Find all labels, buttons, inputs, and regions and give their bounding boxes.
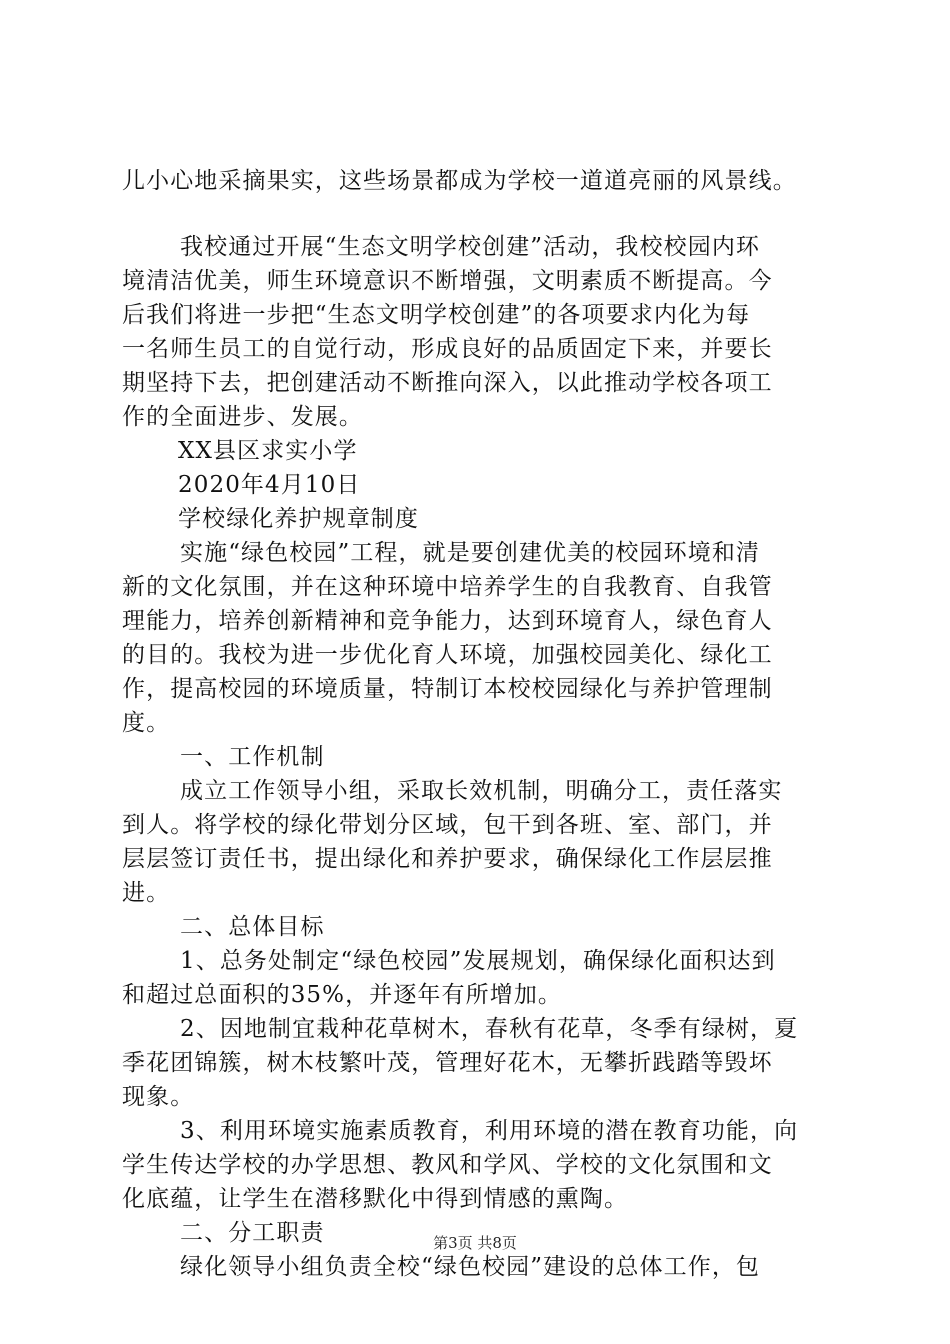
text-line: 度。 xyxy=(122,710,171,736)
text-line: 期坚持下去，把创建活动不断推向深入，以此推动学校各项工 xyxy=(122,370,773,396)
text-line: 绿化领导小组负责全校“绿色校园”建设的总体工作，包 xyxy=(180,1254,761,1280)
section-title: 学校绿化养护规章制度 xyxy=(178,506,419,532)
text-line: 儿小心地采摘果实，这些场景都成为学校一道道亮丽的风景线。 xyxy=(122,168,797,194)
school-name: XX县区求实小学 xyxy=(178,438,358,464)
text-line: 季花团锦簇，树木枝繁叶茂，管理好花木，无攀折践踏等毁坏 xyxy=(122,1050,773,1076)
text-line: 作的全面进步、发展。 xyxy=(122,404,363,430)
text-line: 作，提高校园的环境质量，特制订本校校园绿化与养护管理制 xyxy=(122,676,773,702)
page-footer: 第3页 共8页 xyxy=(433,1234,517,1252)
text-line: 境清洁优美，师生环境意识不断增强，文明素质不断提高。今 xyxy=(122,268,773,294)
text-line: 2、因地制宜栽种花草树木，春秋有花草，冬季有绿树，夏 xyxy=(180,1016,799,1042)
text-line: 1、总务处制定“绿色校园”发展规划，确保绿化面积达到 xyxy=(180,948,776,974)
text-line: 成立工作领导小组，采取长效机制，明确分工，责任落实 xyxy=(180,778,783,804)
text-line: 3、利用环境实施素质教育，利用环境的潜在教育功能，向 xyxy=(180,1118,799,1144)
text-line: 到人。将学校的绿化带划分区域，包干到各班、室、部门，并 xyxy=(122,812,773,838)
text-line: 后我们将进一步把“生态文明学校创建”的各项要求内化为每 xyxy=(122,302,751,328)
section-heading: 一、工作机制 xyxy=(180,744,325,770)
text-line: 一名师生员工的自觉行动，形成良好的品质固定下来，并要长 xyxy=(122,336,773,362)
text-line: 化底蕴，让学生在潜移默化中得到情感的熏陶。 xyxy=(122,1186,629,1212)
text-line: 理能力，培养创新精神和竞争能力，达到环境育人，绿色育人 xyxy=(122,608,773,634)
text-line: 进。 xyxy=(122,880,171,906)
section-heading: 二、分工职责 xyxy=(180,1220,325,1246)
text-line: 和超过总面积的35%，并逐年有所增加。 xyxy=(122,982,563,1008)
text-line: 我校通过开展“生态文明学校创建”活动，我校校园内环 xyxy=(180,234,761,260)
text-line: 实施“绿色校园”工程，就是要创建优美的校园环境和清 xyxy=(180,540,761,566)
text-line: 现象。 xyxy=(122,1084,195,1110)
section-heading: 二、总体目标 xyxy=(180,914,325,940)
text-line: 层层签订责任书，提出绿化和养护要求，确保绿化工作层层推 xyxy=(122,846,773,872)
text-line: 学生传达学校的办学思想、教风和学风、学校的文化氛围和文 xyxy=(122,1152,773,1178)
document-date: 2020年4月10日 xyxy=(178,472,361,498)
text-line: 的目的。我校为进一步优化育人环境，加强校园美化、绿化工 xyxy=(122,642,773,668)
text-line: 新的文化氛围，并在这种环境中培养学生的自我教育、自我管 xyxy=(122,574,773,600)
